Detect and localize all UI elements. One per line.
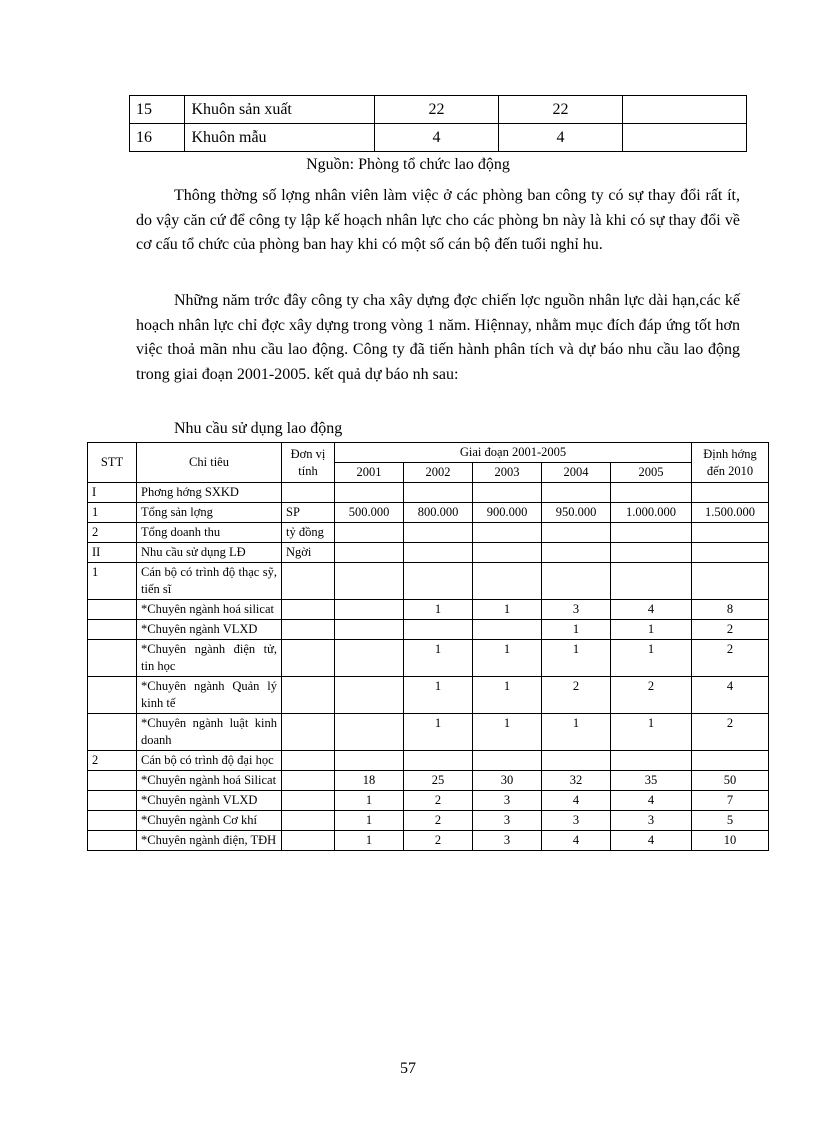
cell-stt: I: [88, 483, 137, 503]
table-row: [88, 831, 769, 851]
cell-value: 3: [473, 831, 542, 851]
paragraph-2: Những năm trớc đây công ty cha xây dựng đợc chiến lợc nguồn nhân lực dài hạn,các kế hoạch nhân lực chỉ đợc xây dựng trong vòng 1 năm. Hiệnnay, nhằm mục đích đáp ứng tốt hơn việc thoả mãn nhu cầu lao động. Công ty đã tiến hành phân tích và dự báo nhu cầu lao động trong giai đoạn 2001-2005. kết quả dự báo nh sau:: [136, 292, 740, 383]
cell-value: 1: [473, 600, 542, 620]
cell-value: 10: [692, 831, 769, 851]
cell-stt: [88, 771, 137, 791]
cell-value: [335, 563, 404, 600]
cell-value: 1: [335, 831, 404, 851]
source-note: Nguồn: Phòng tổ chức lao động: [306, 156, 510, 173]
cell-value: 3: [611, 811, 692, 831]
cell-stt: [88, 640, 137, 677]
cell-value: [542, 543, 611, 563]
cell-don-vi: [282, 831, 335, 851]
cell-value: 1: [611, 714, 692, 751]
cell-value: [335, 620, 404, 640]
cell-stt: [88, 677, 137, 714]
cell-stt: [88, 620, 137, 640]
cell-value: [542, 563, 611, 600]
top-table-row: [130, 96, 747, 124]
cell-value: [692, 543, 769, 563]
top-cell-name: Khuôn sản xuất: [185, 96, 375, 124]
cell-value: [404, 483, 473, 503]
cell-value: [335, 640, 404, 677]
cell-value: 2: [542, 677, 611, 714]
table-row: [88, 771, 769, 791]
cell-don-vi: [282, 620, 335, 640]
top-cell-v3: [622, 96, 746, 124]
cell-chi-tieu: *Chuyên ngành điện tử, tin học: [137, 640, 282, 677]
cell-value: 500.000: [335, 503, 404, 523]
cell-value: [335, 677, 404, 714]
cell-stt: [88, 811, 137, 831]
cell-value: [473, 751, 542, 771]
cell-value: 4: [692, 677, 769, 714]
cell-value: 3: [473, 791, 542, 811]
cell-value: 3: [542, 811, 611, 831]
cell-stt: II: [88, 543, 137, 563]
cell-chi-tieu: Tổng sản lợng: [137, 503, 282, 523]
cell-value: 50: [692, 771, 769, 791]
cell-don-vi: SP: [282, 503, 335, 523]
cell-value: 1: [404, 714, 473, 751]
table-row: [88, 791, 769, 811]
cell-value: [542, 523, 611, 543]
cell-value: 1.000.000: [611, 503, 692, 523]
cell-value: 800.000: [404, 503, 473, 523]
cell-value: 1: [542, 620, 611, 640]
table-title: Nhu cầu sử dụng lao động: [174, 420, 343, 437]
cell-value: 4: [611, 831, 692, 851]
header-year: 2004: [542, 463, 611, 483]
cell-value: 1: [404, 677, 473, 714]
cell-chi-tieu: *Chuyên ngành hoá Silicat: [137, 771, 282, 791]
cell-value: 1: [473, 640, 542, 677]
page-number: 57: [400, 1060, 416, 1077]
cell-stt: 1: [88, 503, 137, 523]
cell-value: [404, 620, 473, 640]
cell-stt: 1: [88, 563, 137, 600]
cell-value: 2: [611, 677, 692, 714]
top-cell-v1: 4: [374, 124, 498, 152]
cell-value: [611, 751, 692, 771]
cell-value: [473, 620, 542, 640]
cell-value: 2: [404, 831, 473, 851]
cell-value: [335, 543, 404, 563]
cell-value: [404, 563, 473, 600]
cell-value: 1: [335, 791, 404, 811]
cell-value: [611, 523, 692, 543]
cell-don-vi: [282, 791, 335, 811]
cell-value: 2: [692, 620, 769, 640]
header-chi-tieu: Chỉ tiêu: [137, 443, 282, 483]
cell-don-vi: [282, 640, 335, 677]
cell-value: 1: [542, 640, 611, 677]
cell-value: [404, 751, 473, 771]
cell-value: [473, 483, 542, 503]
cell-value: 1: [335, 811, 404, 831]
cell-value: [335, 483, 404, 503]
cell-chi-tieu: Nhu cầu sử dụng LĐ: [137, 543, 282, 563]
header-year: 2003: [473, 463, 542, 483]
cell-chi-tieu: Cán bộ có trình độ đại học: [137, 751, 282, 771]
header-period: Giai đoạn 2001-2005: [335, 443, 692, 463]
top-table: [129, 95, 747, 152]
table-row: [88, 677, 769, 714]
top-cell-stt: 16: [130, 124, 185, 152]
header-stt: STT: [88, 443, 137, 483]
cell-chi-tieu: *Chuyên ngành Cơ khí: [137, 811, 282, 831]
cell-value: [542, 751, 611, 771]
cell-value: 4: [611, 600, 692, 620]
cell-value: [335, 523, 404, 543]
cell-value: [692, 563, 769, 600]
cell-value: 3: [473, 811, 542, 831]
header-don-vi: Đơn vị tính: [282, 443, 335, 483]
table-row: [88, 811, 769, 831]
labor-demand-table: [87, 442, 769, 851]
table-row: [88, 523, 769, 543]
cell-value: 2: [692, 640, 769, 677]
cell-don-vi: [282, 563, 335, 600]
cell-don-vi: tỷ đồng: [282, 523, 335, 543]
cell-value: [692, 751, 769, 771]
cell-value: [404, 523, 473, 543]
cell-don-vi: [282, 600, 335, 620]
cell-value: [611, 543, 692, 563]
table-row: [88, 483, 769, 503]
cell-chi-tieu: *Chuyên ngành luật kinh doanh: [137, 714, 282, 751]
cell-value: 1: [542, 714, 611, 751]
top-cell-v1: 22: [374, 96, 498, 124]
cell-stt: [88, 600, 137, 620]
header-year: 2002: [404, 463, 473, 483]
header-target: Định hớng đến 2010: [692, 443, 769, 483]
cell-stt: 2: [88, 751, 137, 771]
cell-stt: 2: [88, 523, 137, 543]
cell-value: 35: [611, 771, 692, 791]
table-row: [88, 640, 769, 677]
cell-value: 18: [335, 771, 404, 791]
cell-value: 8: [692, 600, 769, 620]
cell-chi-tieu: *Chuyên ngành Quản lý kinh tế: [137, 677, 282, 714]
cell-chi-tieu: *Chuyên ngành VLXD: [137, 620, 282, 640]
table-row: [88, 503, 769, 523]
cell-value: [335, 714, 404, 751]
paragraph-1: Thông thờng số lợng nhân viên làm việc ở các phòng ban công ty có sự thay đổi rất ít, do vậy căn cứ để công ty lập kế hoạch nhân lực cho các phòng bn này là khi có sự thay đổi về cơ cấu tổ chức của phòng ban hay khi có một số cán bộ đến tuổi nghỉ hu.: [136, 187, 740, 253]
top-cell-stt: 15: [130, 96, 185, 124]
cell-chi-tieu: *Chuyên ngành hoá silicat: [137, 600, 282, 620]
cell-value: [611, 563, 692, 600]
cell-value: [404, 543, 473, 563]
top-cell-v2: 4: [498, 124, 622, 152]
cell-don-vi: Ngời: [282, 543, 335, 563]
cell-value: [692, 483, 769, 503]
top-cell-v2: 22: [498, 96, 622, 124]
cell-don-vi: [282, 771, 335, 791]
cell-value: 950.000: [542, 503, 611, 523]
cell-chi-tieu: Phơng hớng SXKD: [137, 483, 282, 503]
cell-value: 1: [611, 640, 692, 677]
cell-value: 30: [473, 771, 542, 791]
cell-chi-tieu: *Chuyên ngành điện, TĐH: [137, 831, 282, 851]
top-cell-name: Khuôn mẫu: [185, 124, 375, 152]
top-cell-v3: [622, 124, 746, 152]
cell-don-vi: [282, 811, 335, 831]
cell-value: 1: [611, 620, 692, 640]
cell-value: 1: [404, 640, 473, 677]
cell-value: [473, 543, 542, 563]
header-year: 2005: [611, 463, 692, 483]
cell-don-vi: [282, 677, 335, 714]
table-row: [88, 714, 769, 751]
cell-chi-tieu: Cán bộ có trình độ thạc sỹ, tiến sĩ: [137, 563, 282, 600]
cell-value: [473, 523, 542, 543]
cell-value: [335, 600, 404, 620]
table-row: [88, 620, 769, 640]
table-row: [88, 600, 769, 620]
cell-value: [335, 751, 404, 771]
header-year: 2001: [335, 463, 404, 483]
cell-chi-tieu: Tổng doanh thu: [137, 523, 282, 543]
cell-value: [542, 483, 611, 503]
cell-value: 3: [542, 600, 611, 620]
cell-value: 2: [692, 714, 769, 751]
cell-value: 1: [473, 677, 542, 714]
cell-value: 900.000: [473, 503, 542, 523]
cell-value: 2: [404, 791, 473, 811]
cell-value: 5: [692, 811, 769, 831]
cell-value: 4: [542, 831, 611, 851]
cell-value: 2: [404, 811, 473, 831]
cell-value: 1: [404, 600, 473, 620]
cell-stt: [88, 831, 137, 851]
top-table-row: [130, 124, 747, 152]
table-row: [88, 751, 769, 771]
cell-stt: [88, 791, 137, 811]
cell-value: [692, 523, 769, 543]
cell-value: 32: [542, 771, 611, 791]
cell-value: [473, 563, 542, 600]
cell-don-vi: [282, 751, 335, 771]
cell-stt: [88, 714, 137, 751]
cell-value: 7: [692, 791, 769, 811]
table-row: [88, 563, 769, 600]
cell-don-vi: [282, 483, 335, 503]
cell-value: [611, 483, 692, 503]
cell-value: 1: [473, 714, 542, 751]
cell-value: 4: [542, 791, 611, 811]
table-row: [88, 543, 769, 563]
cell-value: 1.500.000: [692, 503, 769, 523]
cell-don-vi: [282, 714, 335, 751]
cell-value: 4: [611, 791, 692, 811]
cell-value: 25: [404, 771, 473, 791]
cell-chi-tieu: *Chuyên ngành VLXD: [137, 791, 282, 811]
